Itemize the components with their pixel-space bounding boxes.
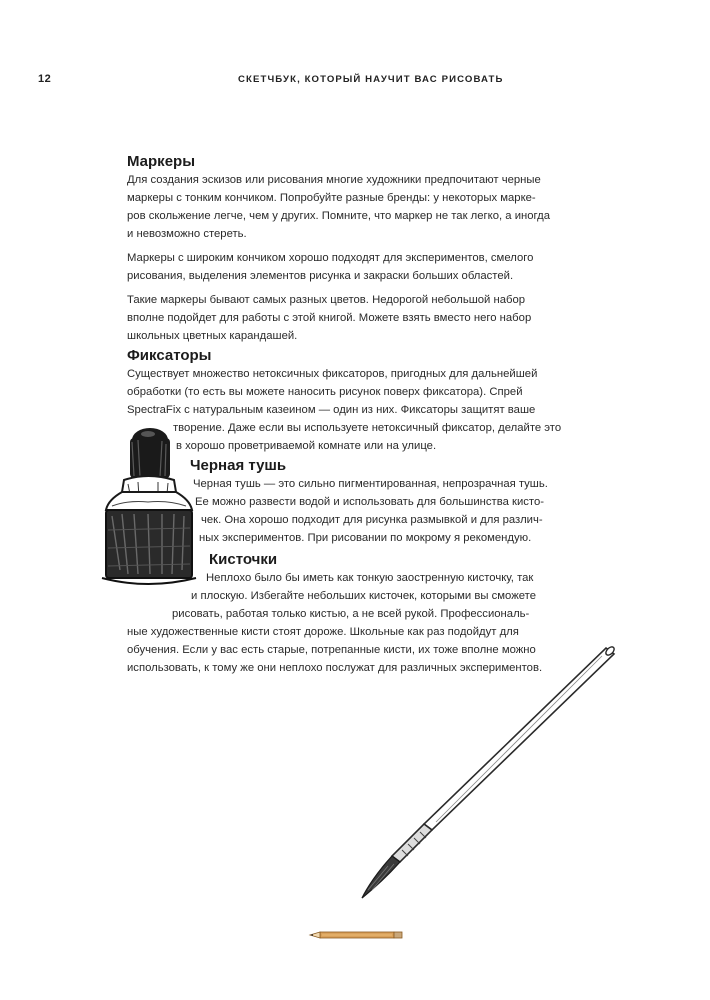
text-line: в хорошо проветриваемой комнате или на улице. [176,440,437,452]
text-line: маркеры с тонким кончиком. Попробуйте разные бренды: у некоторых марке- [127,192,536,204]
text-line: рисовать, работая только кистью, а не всей рукой. Профессиональ- [172,608,530,620]
pencil-sketch [308,928,404,942]
text-line: рисования, выделения элементов рисунка и закраски больших областей. [127,270,514,282]
text-line: ные художественные кисти стоят дороже. Школьные как раз подойдут для [127,626,519,638]
page-number: 12 [38,73,52,85]
section-heading-ink: Черная тушь [190,457,287,474]
section-heading-markers: Маркеры [127,153,196,170]
text-line: использовать, к тому же они неплохо послужат для различных экспериментов. [127,662,543,674]
running-title: СКЕТЧБУК, КОТОРЫЙ НАУЧИТ ВАС РИСОВАТЬ [238,74,504,85]
text-line: SpectraFix с натуральным казеином — один из них. Фиксаторы защитят ваше [127,404,536,416]
text-line: школьных цветных карандашей. [127,330,298,342]
paint-brush-sketch [340,640,620,910]
text-line: Существует множество нетоксичных фиксаторов, пригодных для дальнейшей [127,368,538,380]
text-line: творение. Даже если вы используете нетоксичный фиксатор, делайте это [173,422,562,434]
text-line: и невозможно стереть. [127,228,247,240]
text-line: Такие маркеры бывают самых разных цветов. Недорогой небольшой набор [127,294,526,306]
text-line: обучения. Если у вас есть старые, потрепанные кисти, их тоже вполне можно [127,644,536,656]
section-heading-brushes: Кисточки [209,551,278,568]
ink-bottle-sketch [98,420,198,590]
text-line: ных экспериментов. При рисовании по мокрому я рекомендую. [199,532,532,544]
text-line: Неплохо было бы иметь как тонкую заостренную кисточку, так [206,572,534,584]
text-line: чек. Она хорошо подходит для рисунка размывкой и для различ- [201,514,543,526]
text-line: ров скольжение легче, чем у других. Помните, что маркер не так легко, а иногда [127,210,551,222]
text-line: Для создания эскизов или рисования многие художники предпочитают черные [127,174,541,186]
text-line: вполне подойдет для работы с этой книгой. Можете взять вместо него набор [127,312,532,324]
text-line: обработки (то есть вы можете наносить рисунок поверх фиксатора). Спрей [127,386,523,398]
text-line: Черная тушь — это сильно пигментированная, непрозрачная тушь. [193,478,548,490]
text-line: и плоскую. Избегайте небольших кисточек, которыми вы сможете [191,590,537,602]
text-line: Маркеры с широким кончиком хорошо подходят для экспериментов, смелого [127,252,534,264]
section-heading-fixatives: Фиксаторы [127,347,212,364]
text-line: Ее можно развести водой и использовать для большинства кисто- [195,496,545,508]
